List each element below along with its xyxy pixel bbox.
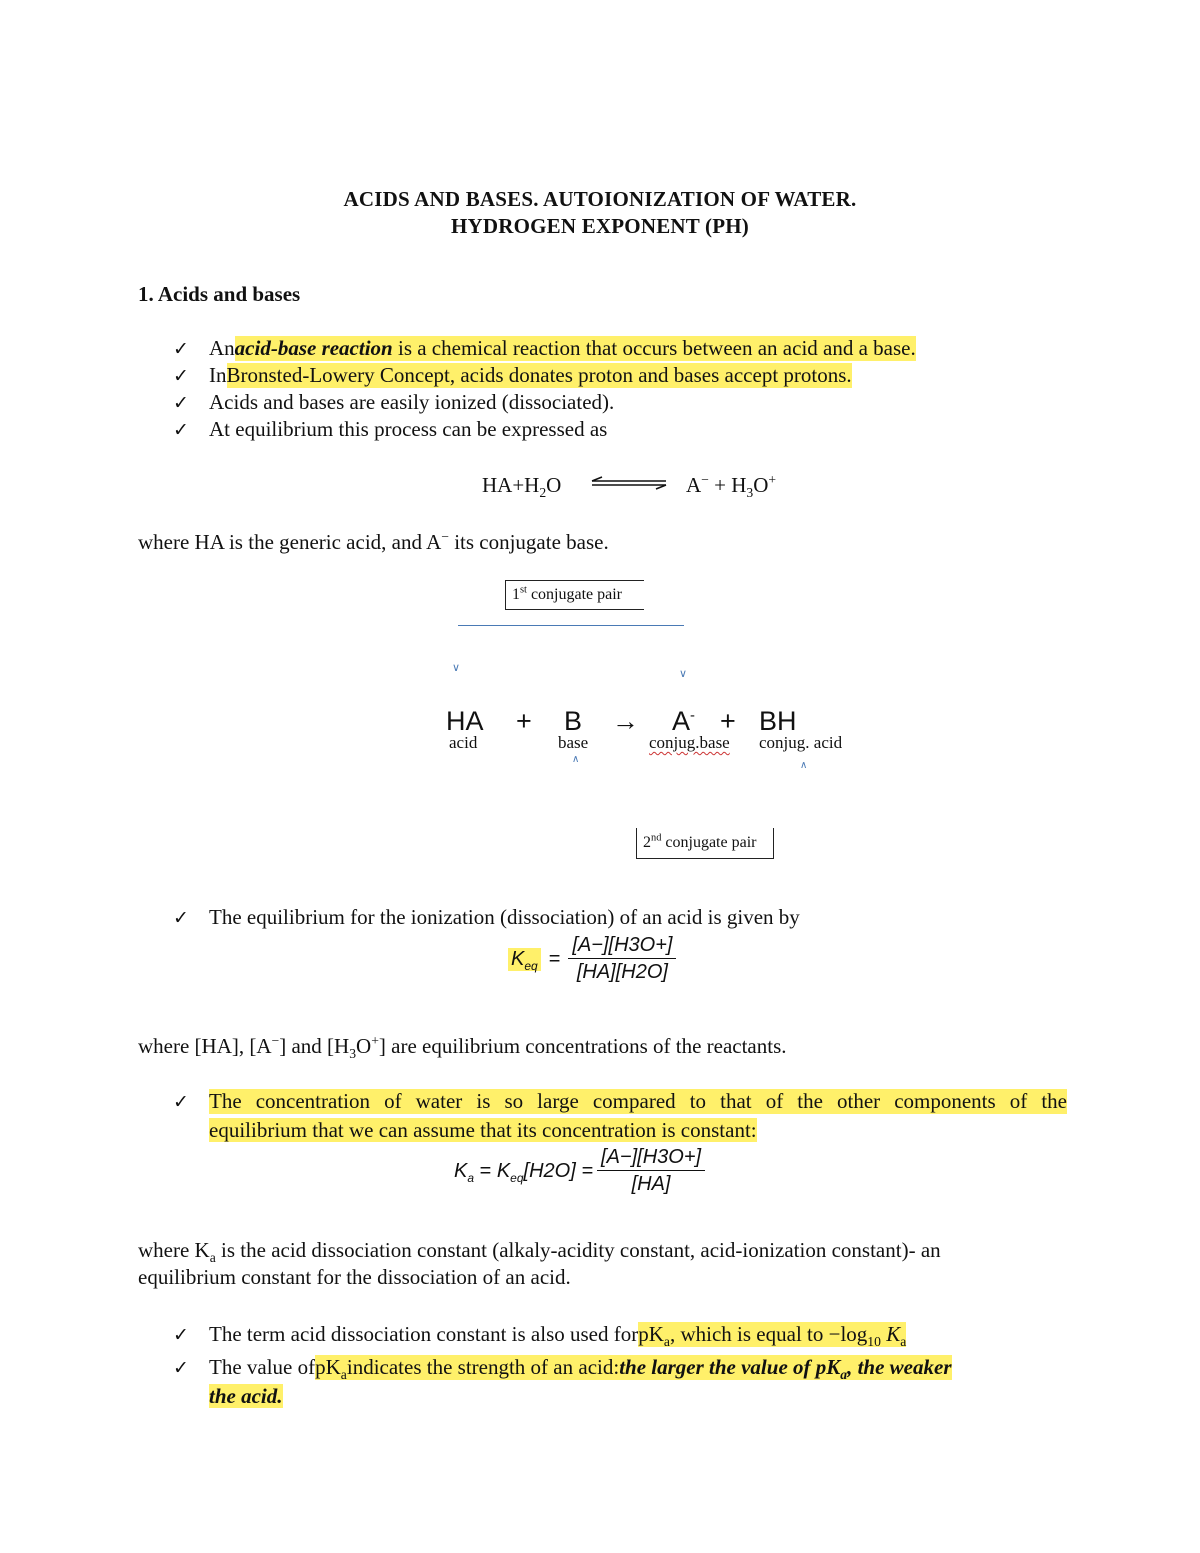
species-b: B: [564, 706, 583, 736]
where1-text: where HA is the generic acid, and A: [138, 530, 442, 554]
species-a-sup: -: [690, 708, 695, 724]
pair2-text: conjugate pair: [661, 834, 757, 851]
bullet-8: [173, 1355, 952, 1409]
bullet-8-pka: [315, 1355, 347, 1383]
ka-sub: a: [467, 1170, 475, 1185]
bullet-1-highlight: [235, 336, 916, 361]
first-conjugate-pair-box: [505, 580, 644, 610]
keq-equals: =: [548, 947, 561, 970]
ka-numerator: [A−][H3O+]: [597, 1146, 705, 1171]
ka-k2-sub: eq: [510, 1170, 524, 1185]
ka-denominator: [HA]: [631, 1173, 671, 1195]
bullet-6-line-1: The concentration of water is so large compared to that of the other components of the: [209, 1089, 1067, 1113]
species-a-text: A: [672, 706, 691, 736]
ka-italic: K: [880, 1322, 901, 1346]
bullet-8-pka-sub: a: [340, 1367, 347, 1383]
where2-sub1: 3: [349, 1046, 357, 1062]
bullet-8-pka-text: pK: [315, 1355, 341, 1379]
check-icon: ✓: [173, 392, 189, 414]
ka-formula: [454, 1146, 705, 1196]
bullet-2: [173, 363, 852, 388]
reaction-left-text: HA+H: [482, 473, 540, 497]
plus-sign: +: [720, 706, 736, 736]
check-icon: ✓: [173, 419, 189, 441]
keq-symbol: [508, 948, 541, 971]
pka-highlight: [638, 1322, 907, 1350]
bullet-4-text: At equilibrium this process can be expressed as: [209, 417, 608, 441]
where3-pre: where K: [138, 1238, 210, 1262]
reaction-left: [482, 473, 562, 501]
check-icon: ✓: [173, 365, 189, 387]
keq-formula: [508, 934, 676, 984]
bullet-1-pre: An: [209, 336, 235, 360]
bullet-8-bold1: the larger the value of pK: [619, 1355, 841, 1379]
reaction-right-a: A: [686, 473, 702, 497]
where-concentrations: [138, 1033, 787, 1062]
bullet-7-pre: The term acid dissociation constant is also used for: [209, 1322, 639, 1346]
where3-sub: a: [209, 1250, 216, 1266]
label-conjugate-base: conjug.base: [649, 733, 730, 752]
title-line-1: ACIDS AND BASES. AUTOIONIZATION OF WATER.: [343, 187, 857, 211]
ka-fraction: [597, 1146, 705, 1196]
second-conjugate-pair-box: [636, 828, 774, 859]
reaction-right-sub: 3: [746, 485, 754, 501]
pka-post: , which is equal to −log: [669, 1322, 868, 1346]
species-ha: HA: [446, 706, 484, 736]
where2-sup1: −: [271, 1033, 280, 1048]
arrow-up-icon: ∧: [572, 754, 580, 765]
bullet-5-text: The equilibrium for the ionization (dissociation) of an acid is given by: [209, 905, 800, 929]
ka-k: K: [454, 1159, 468, 1182]
keq-symbol-2: [497, 1160, 524, 1183]
reaction-right: [686, 472, 777, 501]
reaction-right-a-sup: −: [701, 472, 709, 487]
ka-k2: K: [496, 1159, 511, 1182]
keq-k: K: [511, 947, 525, 970]
bullet-7: [173, 1322, 907, 1350]
pair1-sup: st: [520, 584, 527, 596]
pair2-n: 2: [643, 834, 651, 851]
bullet-5: [173, 905, 800, 930]
reaction-left-sub: 2: [539, 485, 547, 501]
where2-t4: ] are equilibrium concentrations of the reactants.: [378, 1034, 787, 1058]
bullet-8-pre: The value of: [209, 1355, 316, 1379]
ka-italic-sub: a: [900, 1334, 907, 1350]
ka-mid: [H2O] =: [523, 1159, 594, 1182]
bullet-6-line-2: equilibrium that we can assume that its concentration is constant:: [209, 1118, 757, 1142]
reaction-left-end: O: [546, 473, 562, 497]
section-heading: 1. Acids and bases: [138, 282, 301, 306]
log-sub: 10: [867, 1334, 881, 1350]
bullet-4: [173, 417, 607, 442]
reaction-right-sup: +: [768, 472, 777, 487]
keq-sub: eq: [524, 958, 538, 973]
arrow-down-icon: ∨: [679, 668, 688, 680]
where2-t3: O: [356, 1034, 372, 1058]
where2-t1: where [HA], [A: [138, 1034, 272, 1058]
reaction-arrow: →: [612, 706, 639, 736]
where-ka-line-2: equilibrium constant for the dissociation of an acid.: [138, 1265, 571, 1289]
bullet-6: [173, 1089, 1067, 1143]
bullet-2-highlight: Bronsted-Lowery Concept, acids donates proton and bases accept protons.: [226, 363, 852, 387]
keq-fraction: [568, 934, 676, 984]
where2-sup2: +: [371, 1033, 379, 1048]
bullet-1: [173, 336, 916, 361]
label-base: base: [558, 733, 589, 752]
species-bh: BH: [759, 706, 797, 736]
where3-post: is the acid dissociation constant (alkaly-acidity constant, acid-ionization constant)- an: [215, 1238, 941, 1262]
where1-end: its conjugate base.: [448, 530, 609, 554]
acid-base-term: acid-base reaction: [234, 336, 393, 360]
bullet-1-post: is a chemical reaction that occurs between an acid and a base.: [392, 336, 916, 360]
label-acid: acid: [449, 733, 478, 752]
keq-numerator: [A−][H3O+]: [568, 934, 676, 959]
bullet-8-line-2: the acid.: [209, 1384, 283, 1408]
ka-symbol: [454, 1160, 474, 1183]
where2-t2: ] and [H: [279, 1034, 350, 1058]
where-generic-acid: [138, 530, 609, 555]
plus-sign: +: [516, 706, 532, 736]
pair1-text: conjugate pair: [526, 586, 623, 603]
check-icon: ✓: [173, 338, 189, 360]
check-icon: ✓: [173, 1091, 189, 1113]
pair1-bracket-line: [458, 625, 684, 626]
ka-equals: =: [474, 1159, 497, 1182]
reaction-right-plus: + H: [708, 473, 747, 497]
check-icon: ✓: [173, 1324, 189, 1346]
check-icon: ✓: [173, 1357, 189, 1379]
pair2-sup: nd: [651, 832, 662, 844]
pka-text: pK: [638, 1322, 664, 1346]
bullet-8-mid: indicates the strength of an acid:: [346, 1355, 620, 1379]
equilibrium-arrow-icon: [590, 476, 670, 490]
pka-sub: a: [663, 1334, 670, 1350]
bullet-2-pre: In: [209, 363, 227, 387]
reaction-right-o: O: [753, 473, 769, 497]
bullet-8-bold1-sub: a: [840, 1367, 848, 1383]
arrow-down-icon: ∨: [452, 662, 461, 674]
bullet-8-bold: [619, 1355, 952, 1383]
label-conjugate-acid: conjug. acid: [759, 733, 843, 752]
where-ka-line-1: [138, 1238, 941, 1266]
pair1-n: 1: [512, 586, 520, 603]
bullet-3: [173, 390, 614, 415]
bullet-3-text: Acids and bases are easily ionized (dissociated).: [209, 390, 615, 414]
check-icon: ✓: [173, 907, 189, 929]
title-line-2: HYDROGEN EXPONENT (PH): [450, 214, 750, 238]
arrow-up-icon: ∧: [800, 760, 808, 771]
where1-sup: −: [441, 529, 449, 544]
bullet-8-bold2: , the weaker: [847, 1355, 952, 1379]
keq-denominator: [HA][H2O]: [576, 961, 668, 983]
